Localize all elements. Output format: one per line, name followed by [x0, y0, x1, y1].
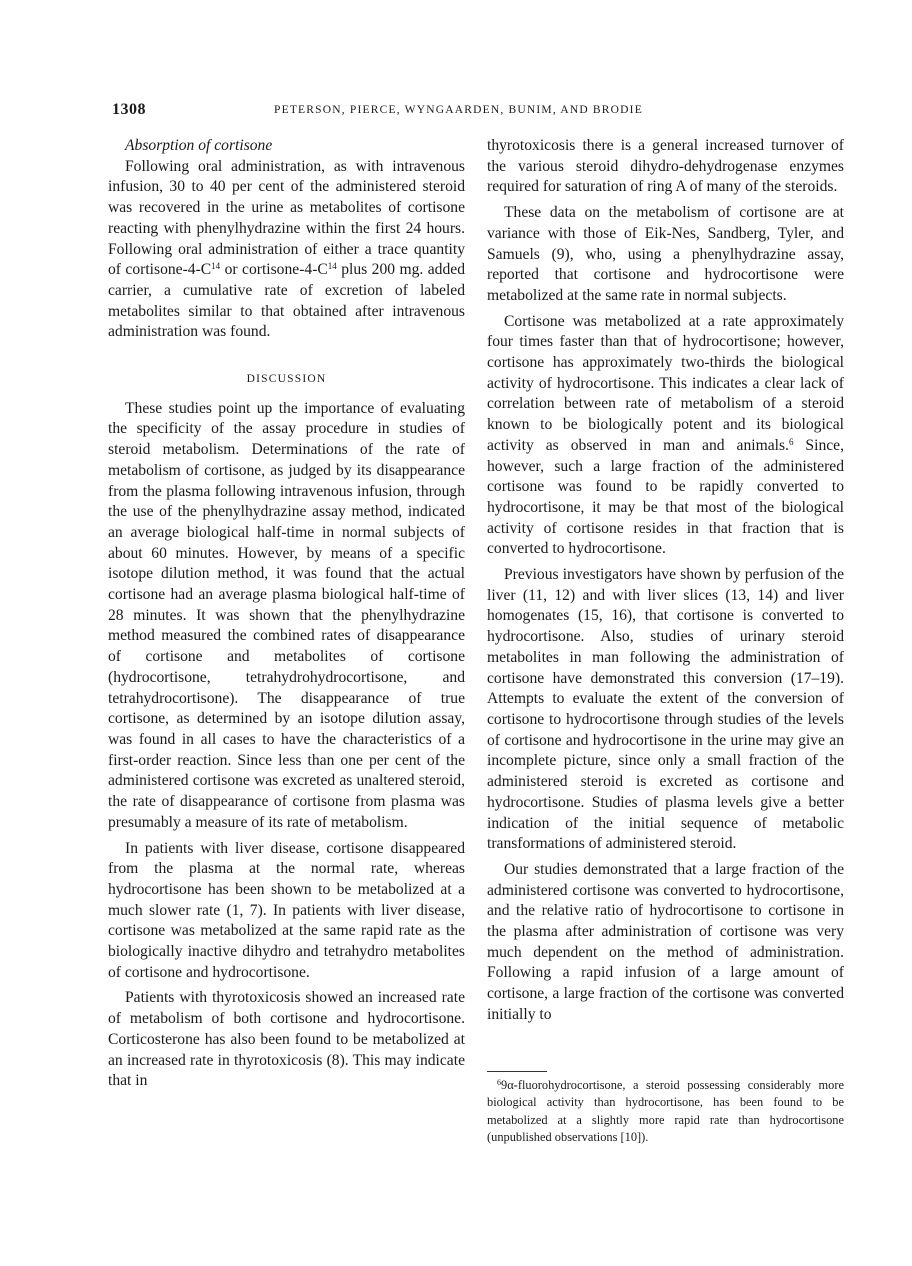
paragraph-thyrotoxicosis: Patients with thyrotoxicosis showed an increased rate of metabolism of both cortisone and hydrocortisone. Corticosterone has also been found to be metabolized at an increased rate in thyrotoxicosis (8). This may indicate that in [108, 989, 465, 1090]
section-heading-discussion: DISCUSSION [246, 373, 327, 386]
footnote-divider [487, 1071, 547, 1072]
footnote-text: 9α-fluorohydrocortisone, a steroid possessing considerably more biological activity than hydrocortisone, has been found to be metabolized at a slightly more rapid rate than hydrocortisone (unpublished observations [10]). [487, 1078, 844, 1145]
paragraph-variance: These data on the metabolism of cortisone are at variance with those of Eik-Nes, Sandberg, Tyler, and Samuels (9), who, using a phenylhydrazine assay, reported that cortisone and hydrocortisone were metabolized at the same rate in normal subjects. [487, 204, 844, 304]
absorption-text-3: plus 200 mg. added carrier, a cumulative rate of excretion of labeled metabolites similar to that obtained after intravenous administration was found. [108, 261, 465, 341]
left-column [108, 136, 465, 1092]
paragraph-continuation: thyrotoxicosis there is a general increased turnover of the various steroid dihydro-dehydrogenase enzymes required for saturation of ring A of many of the steroids. [487, 137, 844, 196]
rate-text-2: Since, however, such a large fraction of the administered cortisone was found to be rapidly converted to hydrocortisone, it may be that most of the biological activity of cortisone resides in that fraction that is converted to hydrocortisone. [487, 436, 844, 558]
paragraph-discussion-1: These studies point up the importance of evaluating the specificity of the assay procedure in studies of steroid metabolism. Determinations of the rate of metabolism of cortisone, as judged by its disappearance from the plasma following intravenous infusion, through the use of the phenylhydrazine assay method, indicated an average biological half-time in normal subjects of about 60 minutes. However, by means of a specific isotope dilution method, it was found that the actual cortisone had an average plasma biological half-time of 28 minutes. It was shown that the phenylhydrazine method measured the combined rates of disappearance of cortisone and metabolites of cortisone (hydrocortisone, tetrahydrohydrocortisone, and tetrahydrocortisone). The disappearance of true cortisone, as determined by an isotope dilution assay, was found in all cases to have the characteristics of a first-order reaction. Since less than one per cent of the administered cortisone was excreted as unaltered steroid, the rate of disappearance of cortisone from plasma was presumably a measure of its rate of metabolism. [108, 399, 465, 831]
running-head: PETERSON, PIERCE, WYNGAARDEN, BUNIM, AND BRODIE [274, 104, 643, 116]
paragraph-rate-comparison [487, 312, 844, 560]
footnote-reference: 6 [788, 436, 794, 447]
absorption-text-1: Following oral administration, as with intravenous infusion, 30 to 40 per cent of the administered steroid was recovered in the urine as metabolites of cortisone reacting with phenylhydrazine within the first 24 hours. Following oral administration of either a trace quantity of cortisone-4-C [108, 157, 465, 279]
c14-superscript: 14 [327, 261, 337, 272]
footnote-marker: 6 [497, 1078, 501, 1087]
rate-text-1: Cortisone was metabolized at a rate approximately four times faster than that of hydrocortisone; however, cortisone has approximately two-thirds the biological activity of hydrocortisone. This indicates a clear lack of correlation between rate of metabolism of a steroid known to be biologically potent and its biological activity as observed in man and animals. [487, 312, 844, 454]
absorption-text-2: or cortisone-4-C [220, 261, 328, 279]
paragraph-previous-investigators: Previous investigators have shown by perfusion of the liver (11, 12) and with liver slices (13, 14) and liver homogenates (15, 16), that cortisone is converted to hydrocortisone. Also, studies of urinary steroid metabolites in man following the administration of cortisone have demonstrated this conversion (17–19). Attempts to evaluate the extent of the conversion of cortisone to hydrocortisone through studies of the levels of cortisone and hydrocortisone in the urine may give an incomplete picture, since only a small fraction of the administered steroid is excreted as cortisone and hydrocortisone. Studies of plasma levels give a better indication of the initial sequence of metabolic transformations of administered steroid. [487, 566, 844, 853]
paragraph-liver-disease: In patients with liver disease, cortisone disappeared from the plasma at the normal rate, whereas hydrocortisone has been shown to be metabolized at a much slower rate (1, 7). In patients with liver disease, cortisone was metabolized at the same rapid rate as the biologically inactive dihydro and tetrahydro metabolites of cortisone and hydrocortisone. [108, 839, 465, 981]
subheading-absorption: Absorption of cortisone [125, 137, 273, 154]
c14-superscript: 14 [211, 261, 221, 272]
paragraph-our-studies: Our studies demonstrated that a large fraction of the administered cortisone was converted to hydrocortisone, and the relative ratio of hydrocortisone to cortisone in the plasma after administration of cortisone was very much dependent on the method of administration. Following a rapid infusion of a large amount of cortisone, a large fraction of the cortisone was converted initially to [487, 860, 844, 1023]
footnote [487, 1077, 844, 1147]
paragraph-absorption [108, 157, 465, 343]
page-number: 1308 [112, 101, 146, 118]
right-column [487, 136, 844, 1026]
